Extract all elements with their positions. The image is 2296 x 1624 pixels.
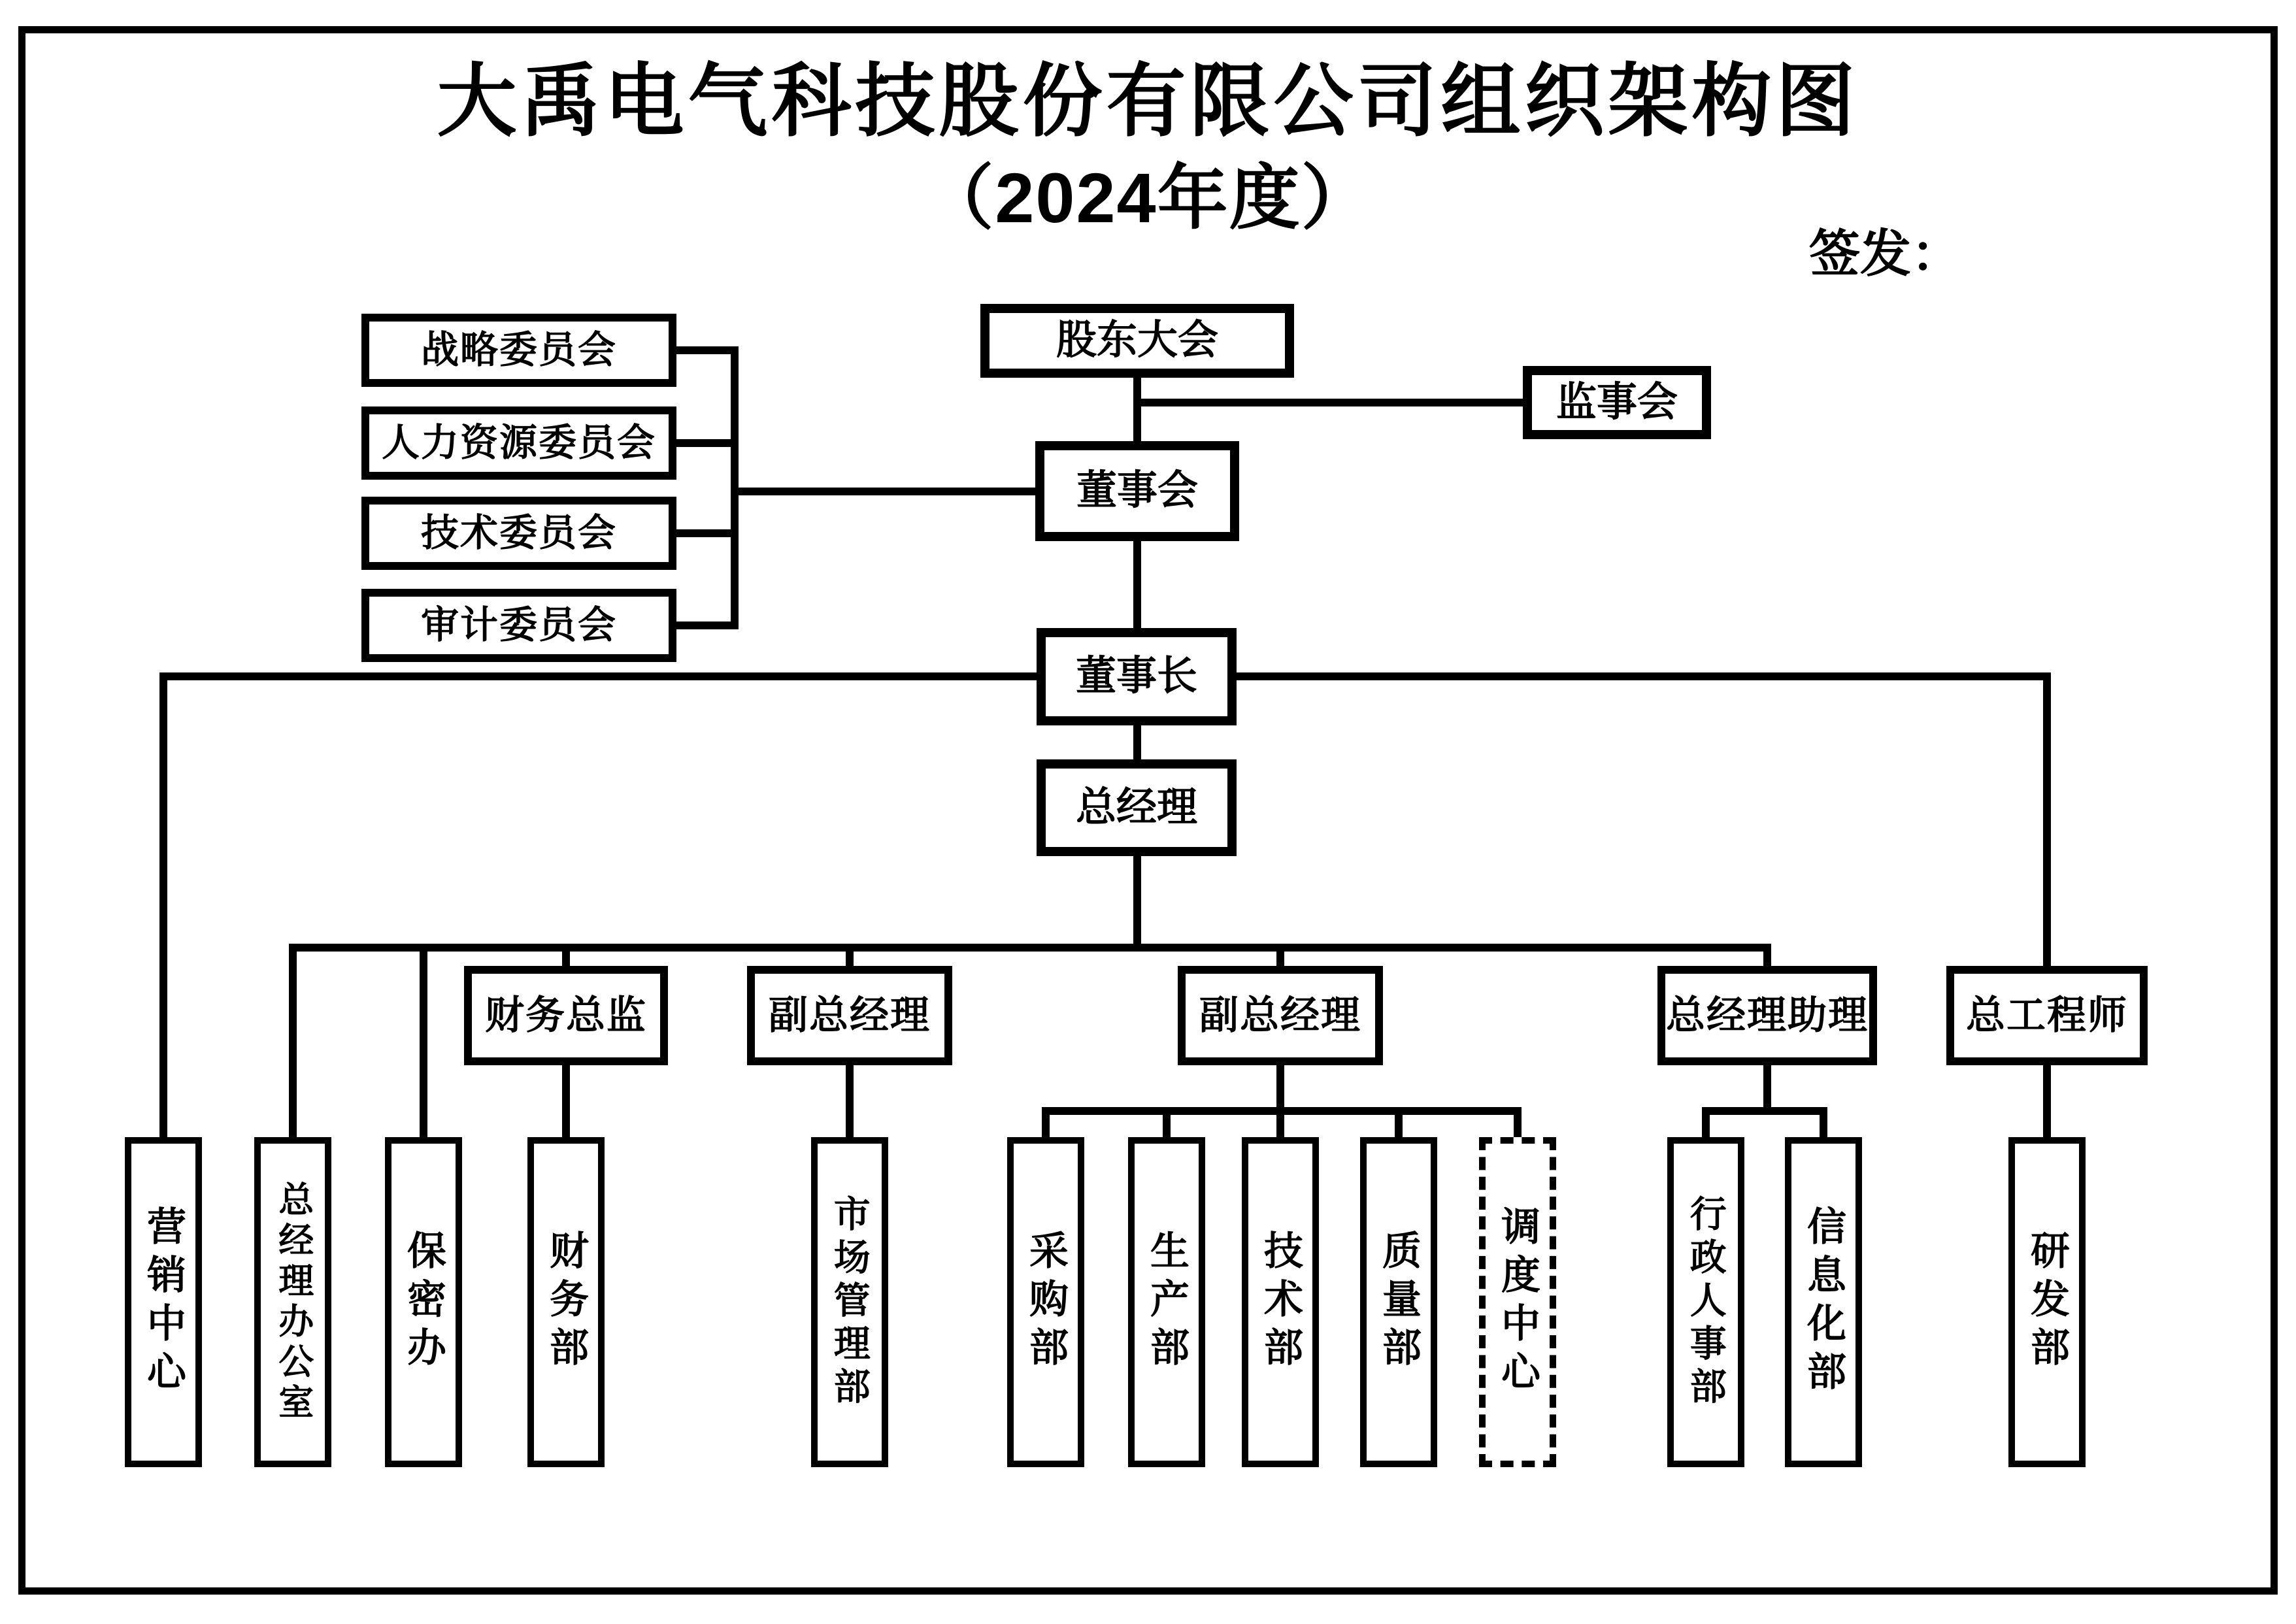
- node-general-manager: 总经理: [1037, 759, 1237, 856]
- connector-line: [289, 944, 297, 1137]
- connector-line: [676, 439, 739, 447]
- page-subtitle: （2024年度）: [923, 158, 1373, 237]
- connector-line: [420, 944, 427, 1137]
- node-deputy-gm-1: 副总经理: [747, 966, 952, 1065]
- connector-line: [1702, 1111, 1710, 1137]
- node-finance-dept: 财务部: [527, 1137, 605, 1467]
- node-technology-dept: 技术部: [1242, 1137, 1319, 1467]
- connector-line: [2043, 1065, 2051, 1137]
- connector-line: [676, 529, 739, 537]
- node-information-dept: 信息化部: [1785, 1137, 1862, 1467]
- connector-line: [562, 1065, 570, 1137]
- node-finance-director: 财务总监: [464, 966, 668, 1065]
- node-rnd-dept: 研发部: [2008, 1137, 2086, 1467]
- connector-line: [1276, 944, 1284, 966]
- connector-line: [1133, 856, 1141, 948]
- connector-line: [1395, 1111, 1403, 1137]
- connector-line: [1820, 1111, 1827, 1137]
- connector-line: [731, 488, 1035, 495]
- connector-line: [1042, 1111, 1050, 1137]
- node-audit-committee: 审计委员会: [361, 589, 676, 662]
- connector-line: [1763, 944, 1771, 966]
- node-hr-committee: 人力资源委员会: [361, 406, 676, 480]
- connector-line: [1163, 1111, 1171, 1137]
- node-gm-assistant: 总经理助理: [1657, 966, 1877, 1065]
- node-chairman: 董事长: [1037, 628, 1237, 725]
- connector-line: [676, 346, 739, 354]
- node-chief-engineer: 总工程师: [1946, 966, 2148, 1065]
- connector-line: [676, 621, 739, 629]
- connector-line: [562, 944, 570, 966]
- connector-line: [159, 672, 167, 1137]
- node-marketing-center: 营销中心: [125, 1137, 202, 1467]
- connector-line: [731, 346, 739, 629]
- node-admin-hr-dept: 行政人事部: [1667, 1137, 1744, 1467]
- connector-line: [289, 944, 1771, 952]
- node-production-dept: 生产部: [1128, 1137, 1205, 1467]
- node-strategy-committee: 战略委员会: [361, 314, 676, 387]
- node-purchasing-dept: 采购部: [1007, 1137, 1084, 1467]
- connector-line: [846, 1065, 854, 1137]
- connector-line: [1763, 1065, 1771, 1115]
- connector-line: [1276, 1065, 1284, 1137]
- node-secrecy-office: 保密办: [385, 1137, 462, 1467]
- node-shareholders-meeting: 股东大会: [980, 304, 1294, 378]
- issued-by-label: 签发：: [1809, 225, 1963, 282]
- connector-line: [1133, 725, 1141, 759]
- node-quality-dept: 质量部: [1360, 1137, 1437, 1467]
- node-supervisory-board: 监事会: [1523, 366, 1711, 439]
- connector-line: [846, 944, 854, 966]
- connector-line: [1133, 378, 1141, 443]
- node-dispatch-center: 调度中心: [1479, 1137, 1556, 1467]
- connector-line: [159, 672, 1037, 680]
- node-gm-office: 总经理办公室: [254, 1137, 331, 1467]
- connector-line: [1133, 399, 1525, 406]
- connector-line: [1237, 672, 2051, 680]
- connector-line: [2043, 672, 2051, 966]
- node-board-of-directors: 董事会: [1035, 441, 1239, 541]
- page-title: 大禹电气科技股份有限公司组织架构图: [437, 57, 1859, 146]
- connector-line: [1133, 541, 1141, 629]
- node-market-mgmt-dept: 市场管理部: [811, 1137, 888, 1467]
- node-technology-committee: 技术委员会: [361, 497, 676, 570]
- node-deputy-gm-2: 副总经理: [1178, 966, 1383, 1065]
- connector-line: [1514, 1111, 1522, 1137]
